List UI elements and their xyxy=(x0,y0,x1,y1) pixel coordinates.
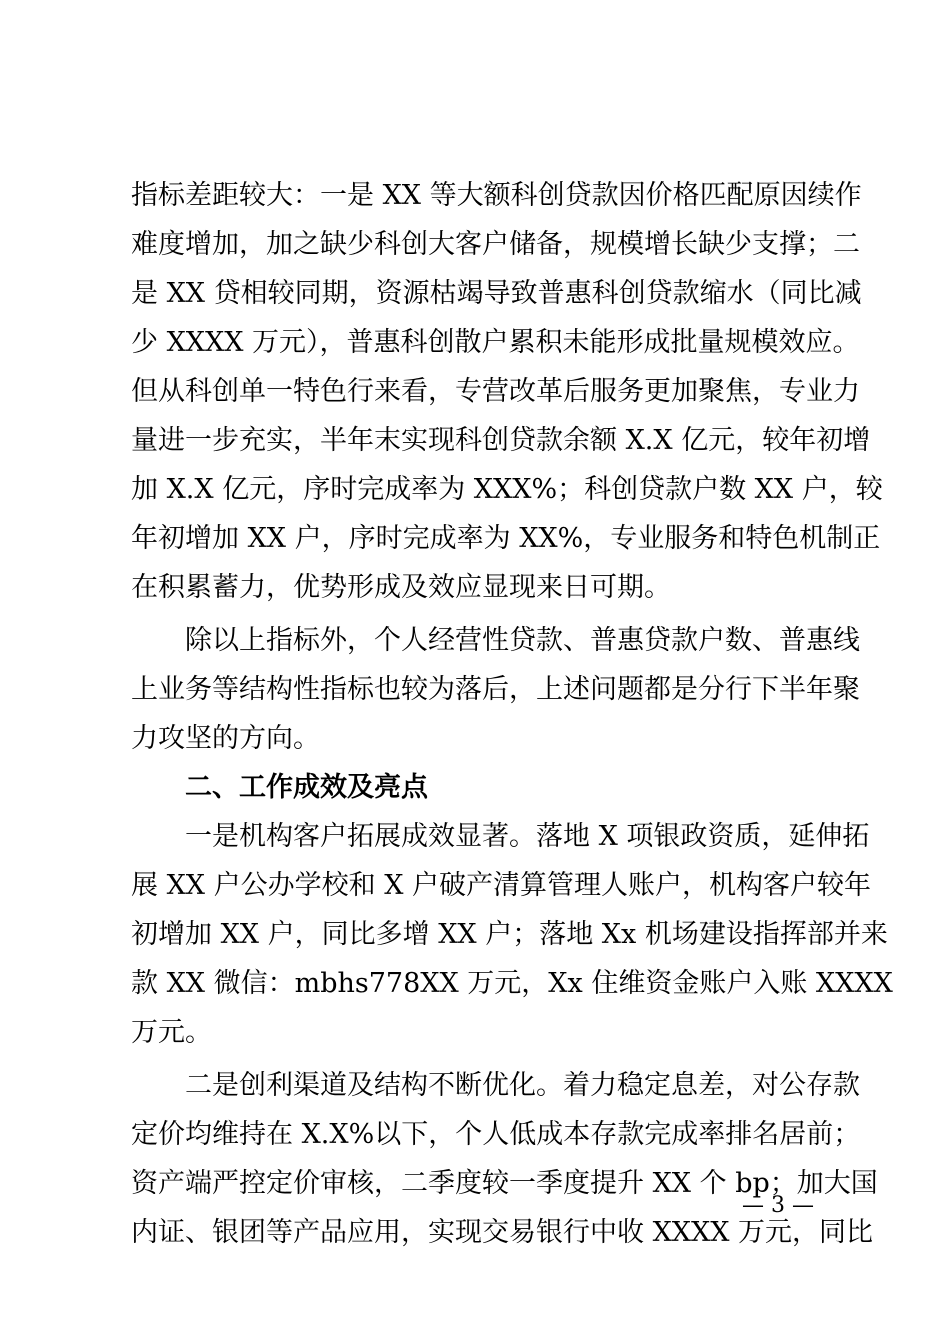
paragraph-line: 量进一步充实，半年末实现科创贷款余额 X.X 亿元，较年初增 xyxy=(131,425,871,456)
paragraph-line: 加 X.X 亿元，序时完成率为 XXX%；科创贷款户数 XX 户，较 xyxy=(131,474,883,505)
paragraph-line: 二是创利渠道及结构不断优化。着力稳定息差，对公存款 xyxy=(185,1070,860,1101)
paragraph-line: 但从科创单一特色行来看，专营改革后服务更加聚焦，专业力 xyxy=(131,376,860,407)
paragraph-line: 是 XX 贷相较同期，资源枯竭导致普惠科创贷款缩水（同比减 xyxy=(131,278,862,309)
paragraph-line: 在积累蓄力，优势形成及效应显现来日可期。 xyxy=(131,572,671,603)
paragraph-line: 上业务等结构性指标也较为落后，上述问题都是分行下半年聚 xyxy=(131,674,860,705)
paragraph-line: 款 XX 微信：mbhs778XX 万元，Xx 住维资金账户入账 XXXX xyxy=(131,968,893,999)
paragraph-line: 难度增加，加之缺少科创大客户储备，规模增长缺少支撑；二 xyxy=(131,229,860,260)
paragraph-line: 少 XXXX 万元），普惠科创散户累积未能形成批量规模效应。 xyxy=(131,327,860,358)
paragraph-line: 力攻坚的方向。 xyxy=(131,723,320,754)
paragraph-line: 资产端严控定价审核，二季度较一季度提升 XX 个 bp；加大国 xyxy=(131,1168,878,1199)
paragraph-line: 除以上指标外，个人经营性贷款、普惠贷款户数、普惠线 xyxy=(185,625,860,656)
section-heading: 二、工作成效及亮点 xyxy=(185,772,428,803)
paragraph-line: 一是机构客户拓展成效显著。落地 X 项银政资质，延伸拓 xyxy=(185,821,870,852)
paragraph-line: 定价均维持在 X.X%以下，个人低成本存款完成率排名居前； xyxy=(131,1119,861,1150)
paragraph-line: 年初增加 XX 户，序时完成率为 XX%，专业服务和特色机制正 xyxy=(131,523,881,554)
paragraph-line: 万元。 xyxy=(131,1017,212,1048)
paragraph-line: 初增加 XX 户，同比多增 XX 户；落地 Xx 机场建设指挥部并来 xyxy=(131,919,888,950)
paragraph-line: 指标差距较大：一是 XX 等大额科创贷款因价格匹配原因续作 xyxy=(131,180,862,211)
paragraph-line: 内证、银团等产品应用，实现交易银行中收 XXXX 万元，同比 xyxy=(131,1217,874,1248)
paragraph-line: 展 XX 户公办学校和 X 户破产清算管理人账户，机构客户较年 xyxy=(131,870,871,901)
page-number: — 3 — xyxy=(742,1193,814,1218)
